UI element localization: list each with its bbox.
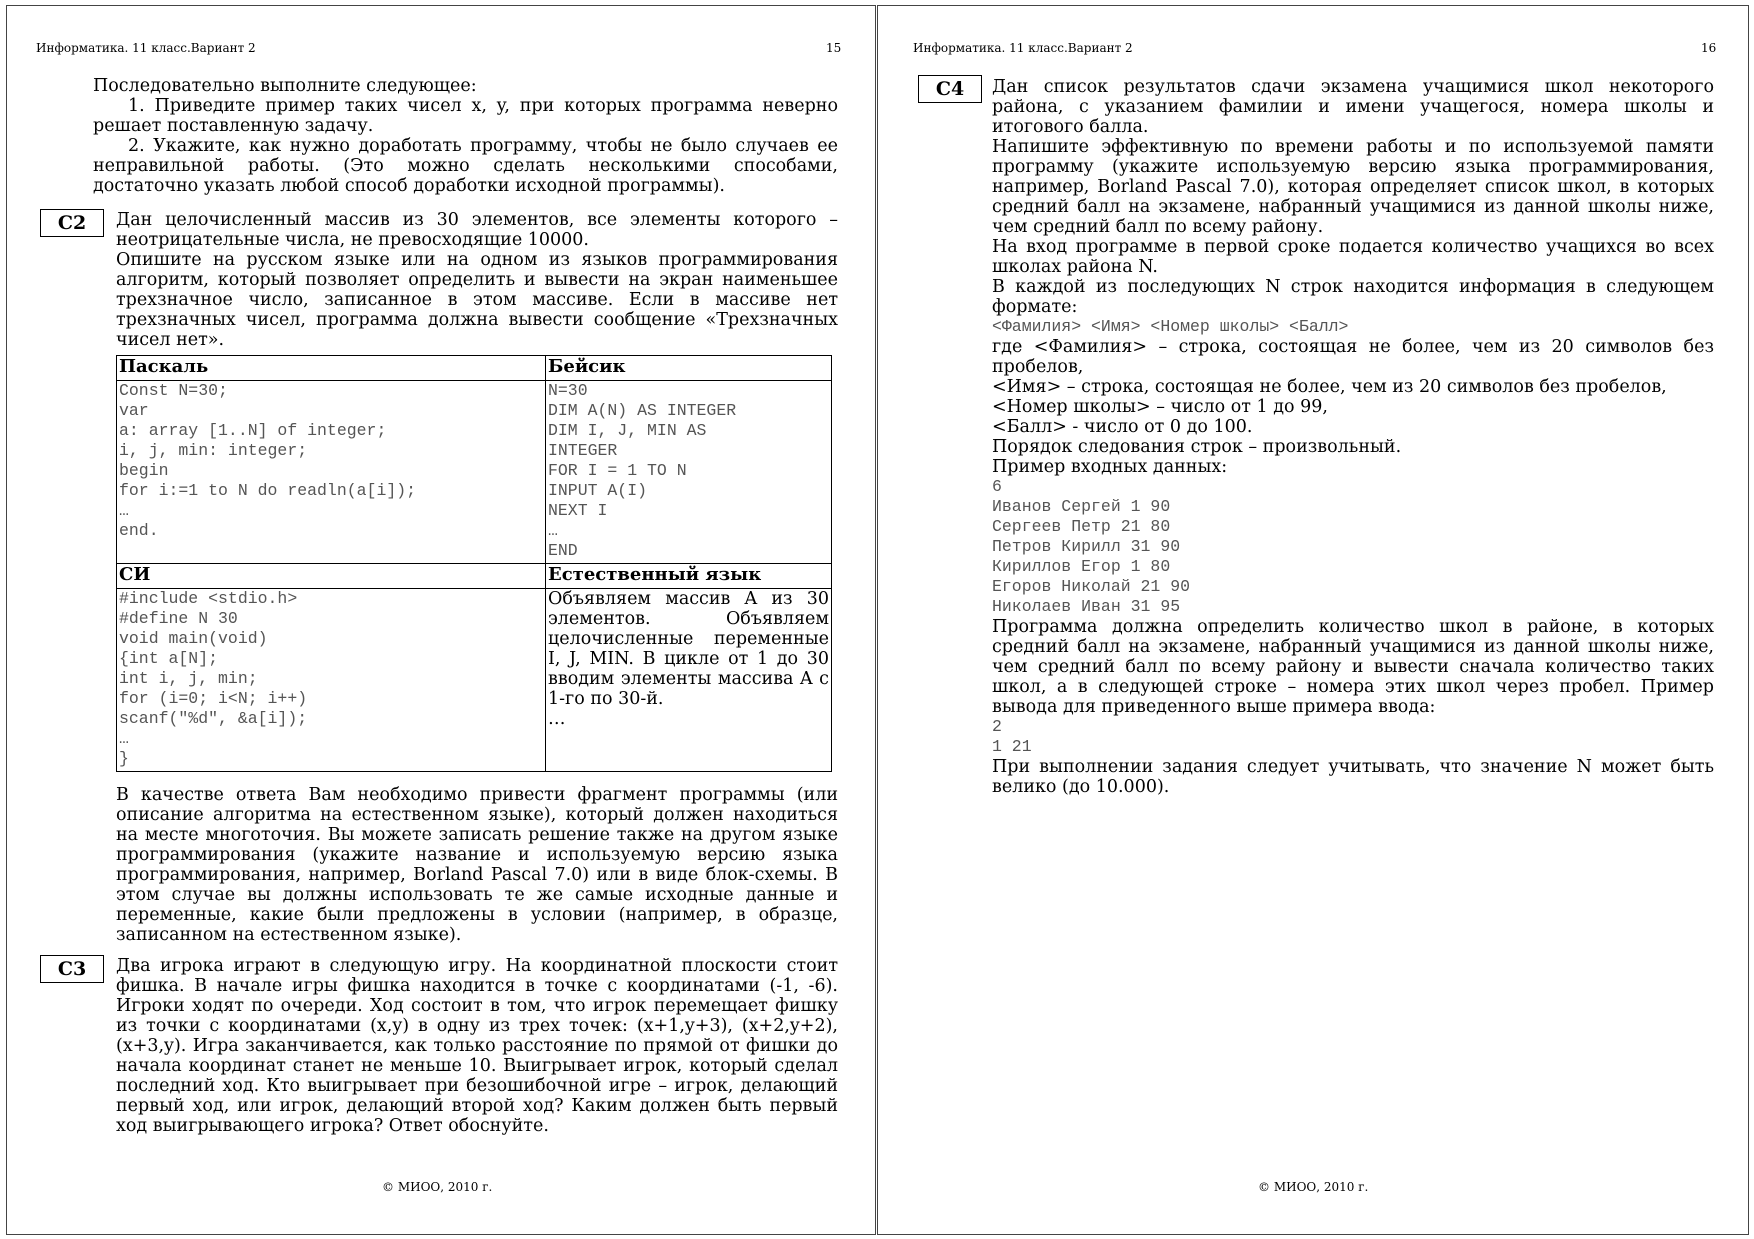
c4-paragraph-1: Дан список результатов сдачи экзамена учащимися школ некоторого района, с указанием фамилии и имени учащегося, номера школы и итогового балла. <box>992 77 1714 137</box>
code-line: var <box>119 401 149 420</box>
code-line: … <box>119 729 129 748</box>
code-line: int i, j, min; <box>119 669 258 688</box>
code-line: NEXT I <box>548 501 608 520</box>
left-page-header: Информатика. 11 класс.Вариант 2 <box>36 41 256 55</box>
c4-paragraph-8: <Балл> - число от 0 до 100. <box>992 417 1253 437</box>
c4-body <box>992 77 1714 797</box>
task-label-c4: C4 <box>918 75 982 103</box>
input-line: Петров Кирилл 31 90 <box>992 537 1181 556</box>
code-line: end. <box>119 521 159 540</box>
code-line: a: array [1..N] of integer; <box>119 421 387 440</box>
code-table <box>116 355 832 772</box>
left-page-number: 15 <box>826 41 842 55</box>
code-line: for i:=1 to N do readln(a[i]); <box>119 481 417 500</box>
c2-paragraph-2: Опишите на русском языке или на одном из языков программирования алгоритм, который позволяет определить и вывести на экран наименьшее трехзначное число, записанное в этом массиве. Если в массиве нет трехзначных чисел, программа должна вывести сообщение «Трехзначных чисел нет». <box>116 250 838 350</box>
nl-text: Объявляем массив A из 30 элементов. Объявляем целочисленные переменные I, J, MIN. В цикле от 1 до 30 вводим элементы массива A с 1-го по 30-й. <box>548 589 829 709</box>
c2-answer-instructions: В качестве ответа Вам необходимо привести фрагмент программы (или описание алгоритма на естественном языке), который должен находиться на месте многоточия. Вы можете записать решение также на другом языке программирования (укажите название и используемую версию языка программирования, например, Borland Pascal 7.0) или в виде блок-схемы. В этом случае вы должны использовать те же самые исходные данные и переменные, какие были предложены в условии (например, в образце, записанном на естественном языке). <box>116 785 838 945</box>
intro-text: Последовательно выполните следующее: <box>93 76 477 96</box>
c4-paragraph-12: При выполнении задания следует учитывать, что значение N может быть велико (до 10.000). <box>992 757 1714 797</box>
code-line: FOR I = 1 TO N <box>548 461 687 480</box>
item-1: 1. Приведите пример таких чисел x, y, при которых программа неверно решает поставленную задачу. <box>93 96 838 136</box>
code-line: … <box>548 521 558 540</box>
c4-paragraph-5: где <Фамилия> – строка, состоящая не более, чем из 20 символов без пробелов, <box>992 337 1714 377</box>
code-line: DIM A(N) AS INTEGER <box>548 401 737 420</box>
basic-code <box>546 381 832 564</box>
c4-paragraph-7: <Номер школы> – число от 1 до 99, <box>992 397 1328 417</box>
pascal-header: Паскаль <box>117 356 546 381</box>
code-line: scanf("%d", &a[i]); <box>119 709 308 728</box>
code-line: void main(void) <box>119 629 268 648</box>
code-line: i, j, min: integer; <box>119 441 308 460</box>
code-line: INTEGER <box>548 441 618 460</box>
code-line: … <box>119 501 129 520</box>
code-line: Const N=30; <box>119 381 228 400</box>
c4-paragraph-10: Пример входных данных: <box>992 457 1228 477</box>
format-line: <Фамилия> <Имя> <Номер школы> <Балл> <box>992 317 1349 336</box>
nl-ellipsis: … <box>548 709 566 729</box>
code-line: } <box>119 749 129 768</box>
c3-text: Два игрока играют в следующую игру. На координатной плоскости стоит фишка. В начале игры фишка находится в точке с координатами (-1, -6). Игроки ходят по очереди. Ход состоит в том, что игрок перемещает фишку из точки с координатами (x,y) в одну из трех точек: (x+1,y+3), (x+2,y+2), (x+3,y). Игра заканчивается, как только расстояние по прямой от фишки до начала координат станет не меньше 10. Выигрывает игрок, который сделал последний ход. Кто выигрывает при безошибочной игре – игрок, делающий первый ход, или игрок, делающий второй ход? Каким должен быть первый ход выигрывающего игрока? Ответ обоснуйте. <box>116 956 838 1136</box>
c4-paragraph-11: Программа должна определить количество школ в районе, в которых средний балл на экзамене, набранный учащимися из данной школы ниже, чем средний балл по всему району и вывести сначала количество таких школ, а в следующей строке – номера этих школ через пробел. Пример вывода для приведенного выше примера ввода: <box>992 617 1714 717</box>
code-line: {int a[N]; <box>119 649 219 668</box>
pascal-code <box>117 381 546 564</box>
nl-header: Естественный язык <box>546 564 832 589</box>
code-line: END <box>548 541 578 560</box>
code-line: begin <box>119 461 169 480</box>
c4-paragraph-9: Порядок следования строк – произвольный. <box>992 437 1402 457</box>
c2-intro <box>116 210 838 350</box>
nl-description <box>546 589 832 772</box>
code-line: #include <stdio.h> <box>119 589 298 608</box>
input-line: Николаев Иван 31 95 <box>992 597 1181 616</box>
c-header: СИ <box>117 564 546 589</box>
c4-paragraph-4: В каждой из последующих N строк находится информация в следующем формате: <box>992 277 1714 317</box>
input-line: Егоров Николай 21 90 <box>992 577 1191 596</box>
input-line: 6 <box>992 477 1002 496</box>
input-line: Кириллов Егор 1 80 <box>992 557 1171 576</box>
code-line: for (i=0; i<N; i++) <box>119 689 308 708</box>
c-code <box>117 589 546 772</box>
output-line: 2 <box>992 717 1002 736</box>
task-label-c2: C2 <box>40 209 104 237</box>
code-line: #define N 30 <box>119 609 238 628</box>
right-page-number: 16 <box>1701 41 1717 55</box>
intro-block <box>93 76 838 196</box>
basic-header: Бейсик <box>546 356 832 381</box>
code-line: INPUT A(I) <box>548 481 648 500</box>
left-footer: © МИОО, 2010 г. <box>382 1180 493 1194</box>
input-line: Иванов Сергей 1 90 <box>992 497 1171 516</box>
code-line: DIM I, J, MIN AS <box>548 421 707 440</box>
code-line: N=30 <box>548 381 588 400</box>
c4-paragraph-3: На вход программе в первой сроке подается количество учащихся во всех школах района N. <box>992 237 1714 277</box>
c2-paragraph-1: Дан целочисленный массив из 30 элементов, все элементы которого – неотрицательные числа, не превосходящие 10000. <box>116 210 838 250</box>
right-page-header: Информатика. 11 класс.Вариант 2 <box>913 41 1133 55</box>
task-label-c3: C3 <box>40 955 104 983</box>
input-line: Сергеев Петр 21 80 <box>992 517 1171 536</box>
c4-paragraph-2: Напишите эффективную по времени работы и по используемой памяти программу (укажите используемую версию языка программирования, например, Borland Pascal 7.0), которая определяет список школ, в которых средний балл на экзамене, набранный учащимися из данной школы ниже, чем средний балл по всему району. <box>992 137 1714 237</box>
output-line: 1 21 <box>992 737 1032 756</box>
right-footer: © МИОО, 2010 г. <box>1258 1180 1369 1194</box>
c4-paragraph-6: <Имя> – строка, состоящая не более, чем из 20 символов без пробелов, <box>992 377 1667 397</box>
item-2: 2. Укажите, как нужно доработать программу, чтобы не было случаев ее неправильной работы. (Это можно сделать несколькими способами, достаточно указать любой способ доработки исходной программы). <box>93 136 838 196</box>
